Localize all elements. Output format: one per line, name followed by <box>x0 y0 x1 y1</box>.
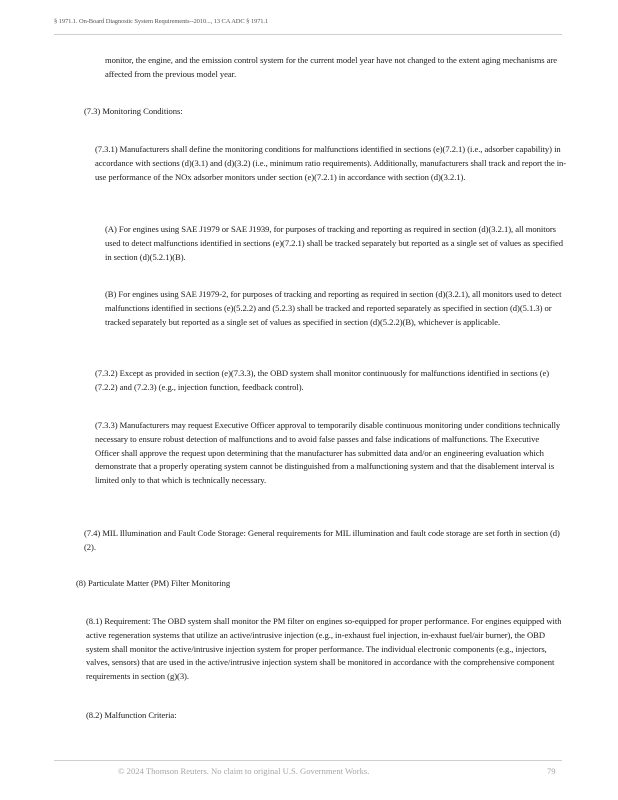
paragraph-intro-continuation: monitor, the engine, and the emission control system for the current model year have not changed to the extent aging mechanisms are affected from the previous model year. <box>105 55 558 79</box>
paragraph-8-1: (8.1) Requirement: The OBD system shall monitor the PM filter on engines so-equipped for proper performance. For engines equipped with active regeneration systems that utilize an active/intrusive injection (e.g., in-exhaust fuel injection, in-exhaust fuel/air burner), the OBD system shall monitor the active/intrusive injection system for proper performance. The individual electronic components (e.g., injectors, valves, sensors) that are used in the active/intrusive injection system shall be monitored in accordance with the comprehensive component requirements in section (g)(3). <box>86 616 562 682</box>
heading-8-pm-filter-monitoring: (8) Particulate Matter (PM) Filter Monitoring <box>76 578 231 588</box>
paragraph-7-3-1: (7.3.1) Manufacturers shall define the monitoring conditions for malfunctions identified in sections (e)(7.2.1) (i.e., adsorber capability) in accordance with sections (d)(3.1) and (d)(3.2) (i.e., minimum ratio requirements). Additionally, manufacturers shall track and report the in-use performance of the NOx adsorber monitors under section (e)(7.2.1) in accordance with section (d)(3.2.1). <box>95 144 567 182</box>
footer-copyright: © 2024 Thomson Reuters. No claim to original U.S. Government Works. <box>118 766 370 776</box>
paragraph-7-4: (7.4) MIL Illumination and Fault Code Storage: General requirements for MIL illumination and fault code storage are set forth in section (d)(2). <box>84 528 560 552</box>
paragraph-7-3-1-a: (A) For engines using SAE J1979 or SAE J1939, for purposes of tracking and reporting as required in section (d)(3.2.1), all monitors used to detect malfunctions identified in sections (e)(7.2.1) shall be tracked separately but reported as a single set of values as specified in section (d)(5.2.1)(B). <box>105 224 564 262</box>
footer-divider <box>54 760 562 761</box>
paragraph-7-3-1-b: (B) For engines using SAE J1979-2, for purposes of tracking and reporting as required in section (d)(3.2.1), all monitors used to detect malfunctions identified in sections (e)(5.2.2) and (5.2.3) shall be tracked and reported separately as specified in section (d)(5.1.3) or tracked separately but reported as a single set of values as specified in section (d)(5.2.2)(B), whichever is applicable. <box>105 289 562 327</box>
paragraph-7-3-2: (7.3.2) Except as provided in section (e)(7.3.3), the OBD system shall monitor continuously for malfunctions identified in sections (e)(7.2.2) and (7.2.3) (e.g., injection function, feedback control). <box>95 368 550 392</box>
header-divider <box>54 34 562 35</box>
heading-8-2-malfunction-criteria: (8.2) Malfunction Criteria: <box>86 710 177 720</box>
paragraph-7-3-3: (7.3.3) Manufacturers may request Executive Officer approval to temporarily disable continuous monitoring under conditions technically necessary to ensure robust detection of malfunctions and to avoid false passes and false indications of malfunctions. The Executive Officer shall approve the request upon determining that the manufacturer has submitted data and/or an engineering evaluation which demonstrate that a properly operating system cannot be distinguished from a malfunctioning system and that the disablement interval is limited only to that which is technically necessary. <box>95 420 561 486</box>
heading-7-3-monitoring-conditions: (7.3) Monitoring Conditions: <box>84 106 183 116</box>
page-number: 79 <box>547 766 556 776</box>
running-header: § 1971.1. On-Board Diagnostic System Requirements--2010..., 13 CA ADC § 1971.1 <box>54 18 269 25</box>
